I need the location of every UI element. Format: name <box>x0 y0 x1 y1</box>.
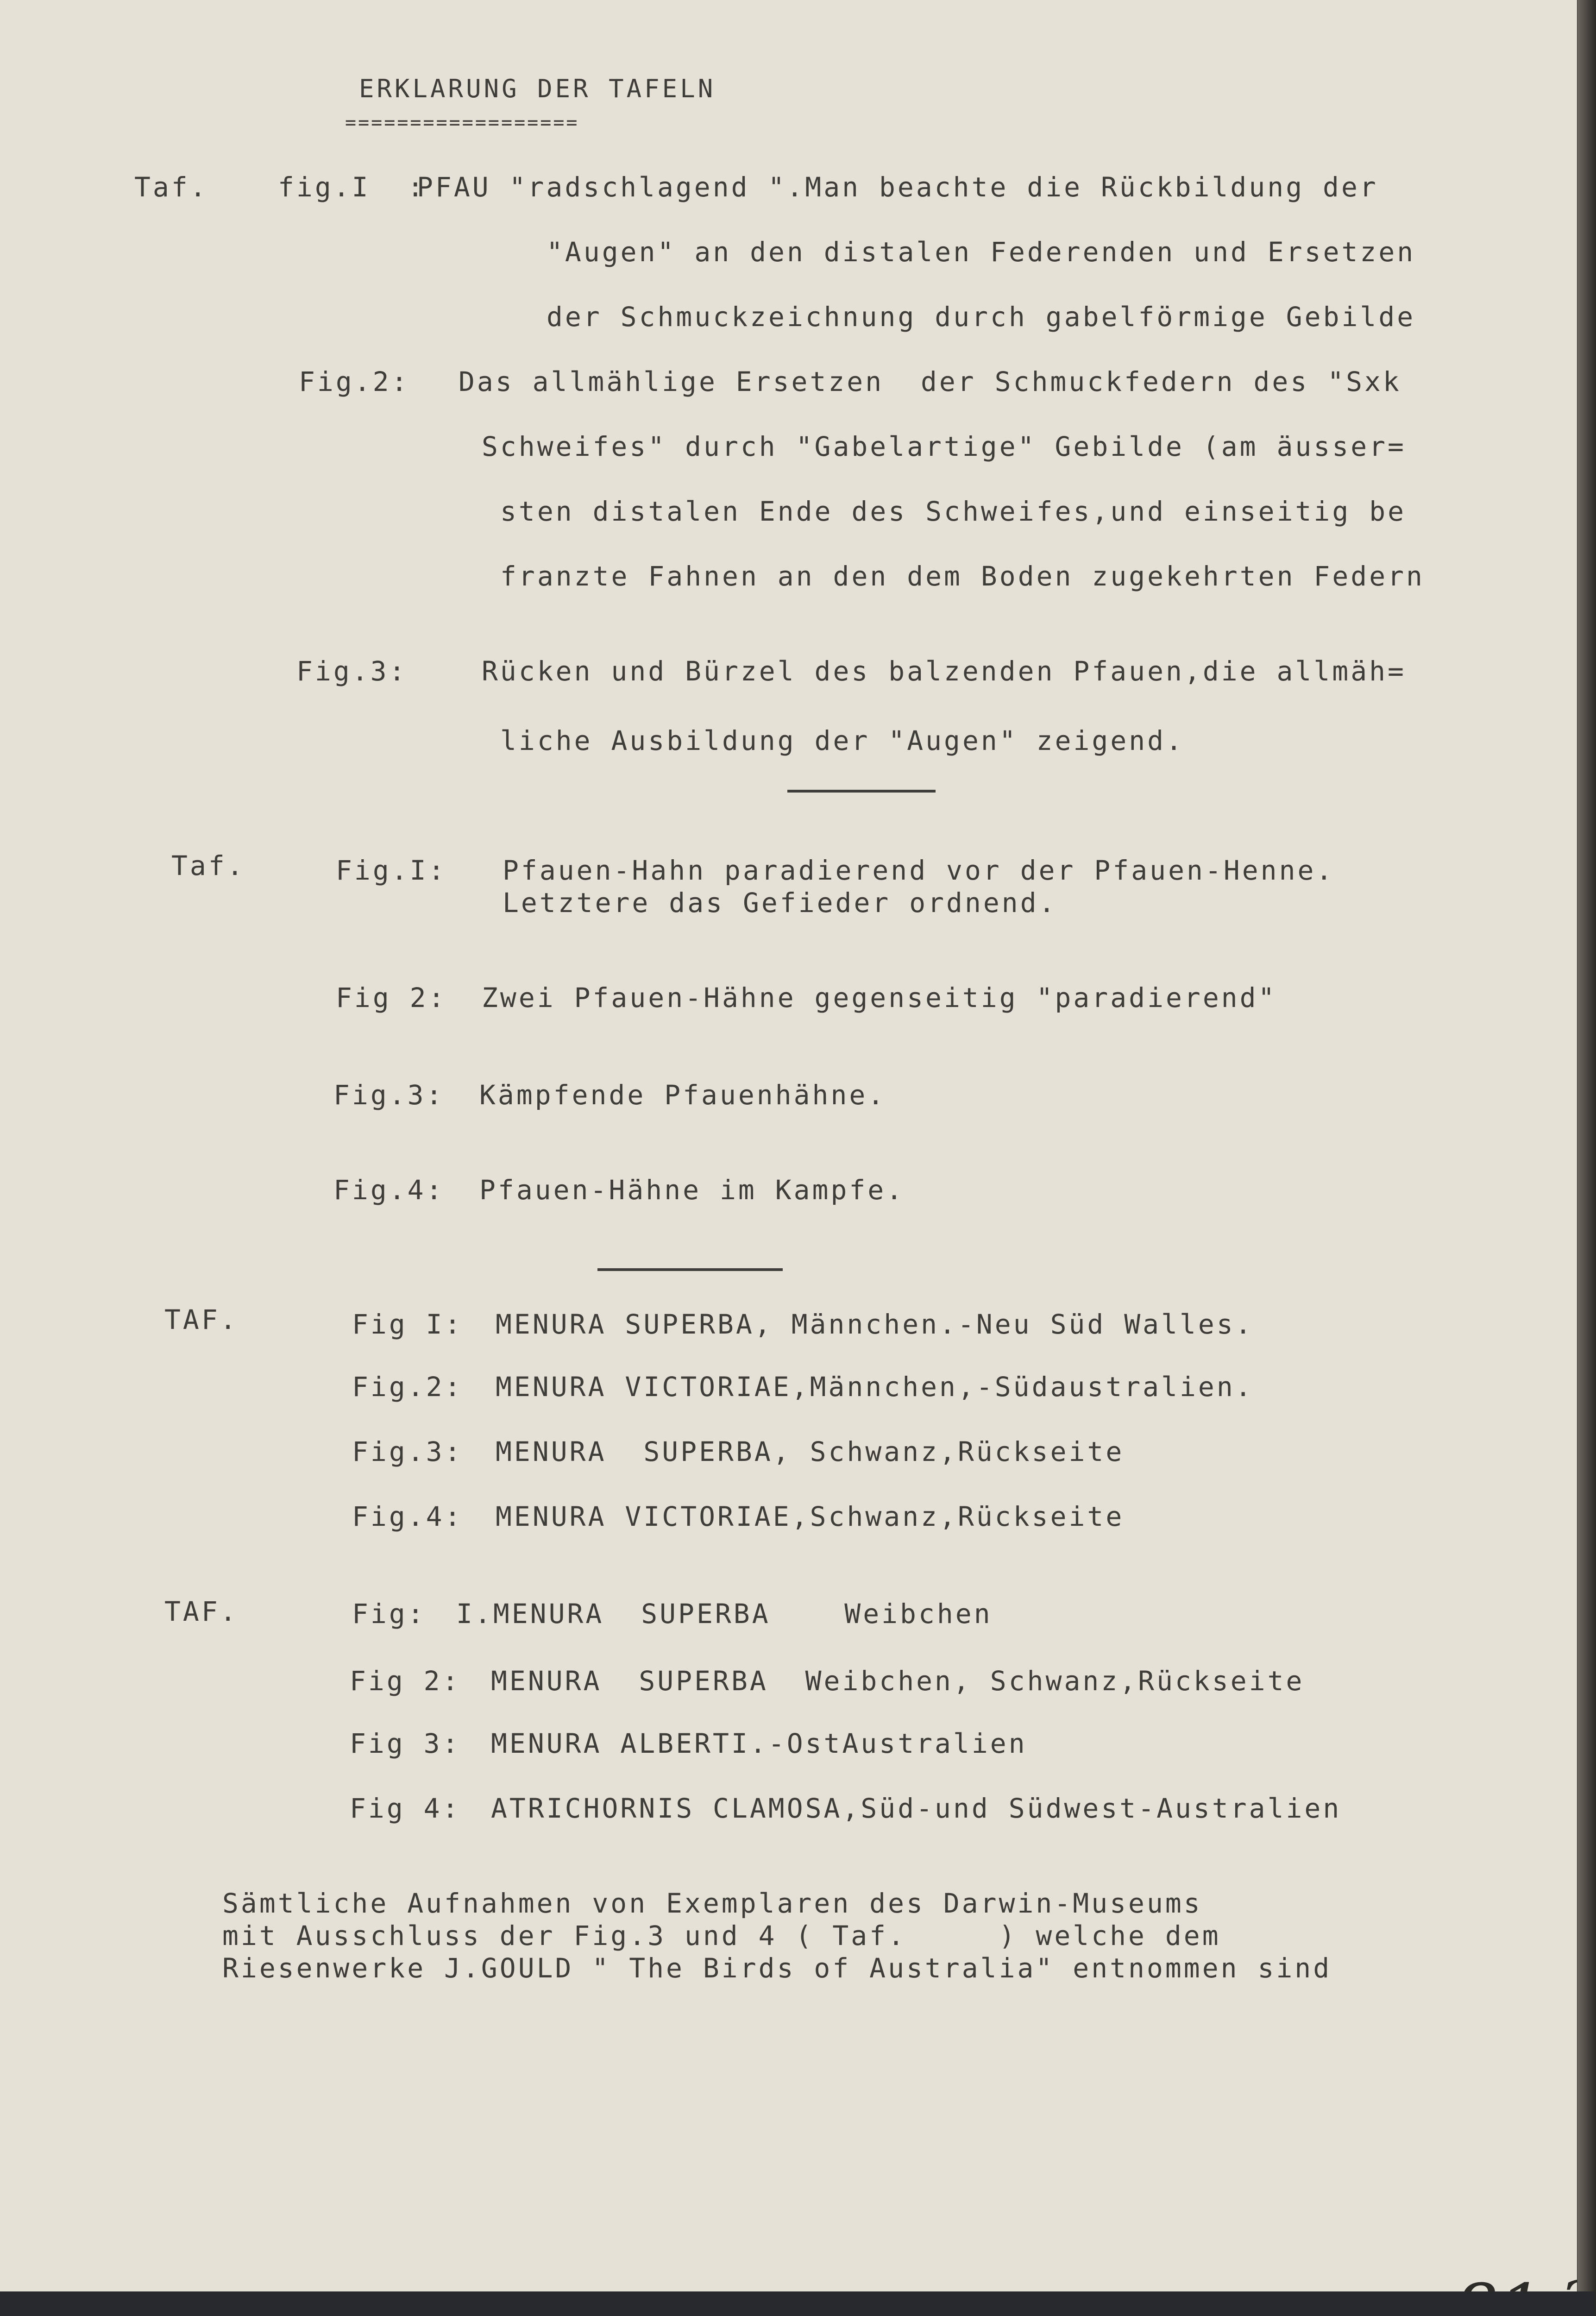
section2-fig1-text2: Letztere das Gefieder ordnend. <box>503 887 1057 919</box>
section4-fig3-text: MENURA ALBERTI.-OstAustralien <box>491 1728 1027 1759</box>
section1-fig2-line2: Schweifes" durch "Gabelartige" Gebilde (am äusser= <box>482 431 1406 462</box>
section3-fig1-label: Fig I: <box>352 1309 463 1340</box>
section2-fig1-text: Pfauen-Hahn paradierend vor der Pfauen-Henne. <box>503 855 1335 886</box>
page-edge-shadow <box>1577 0 1596 2316</box>
section2-fig3-text: Kämpfende Pfauenhähne. <box>479 1079 886 1111</box>
section1-fig1-line2: "Augen" an den distalen Federenden und Ersetzen <box>547 236 1416 268</box>
section3-fig2-label: Fig.2: <box>352 1371 463 1403</box>
scan-bottom-strip <box>0 2291 1595 2316</box>
separator-rule <box>787 790 936 793</box>
section1-fig2-line1: Das allmählige Ersetzen der Schmuckfedern des "Sxk <box>459 366 1401 397</box>
section4-fig1-text: I.MENURA SUPERBA Weibchen <box>456 1598 993 1630</box>
section1-fig2-label: Fig.2: <box>299 366 410 397</box>
footer-line2: mit Ausschluss der Fig.3 und 4 ( Taf. ) welche dem <box>222 1920 1221 1951</box>
section4-fig2-text: MENURA SUPERBA Weibchen, Schwanz,Rückseite <box>491 1665 1305 1697</box>
section4-fig2-label: Fig 2: <box>350 1665 461 1697</box>
section3-fig1-text: MENURA SUPERBA, Männchen.-Neu Süd Walles. <box>496 1309 1254 1340</box>
footer-line1: Sämtliche Aufnahmen von Exemplaren des Darwin-Museums <box>222 1888 1202 1919</box>
section4-fig1-label: Fig: <box>352 1598 426 1630</box>
section2-fig4-text: Pfauen-Hähne im Kampfe. <box>479 1174 905 1206</box>
section2-fig4-label: Fig.4: <box>333 1174 445 1206</box>
section1-fig3-line2: liche Ausbildung der "Augen" zeigend. <box>500 725 1185 756</box>
heading-underline: ================== <box>345 112 579 133</box>
footer-line3: Riesenwerke J.GOULD " The Birds of Australia" entnommen sind <box>222 1952 1332 1984</box>
separator-rule <box>597 1268 783 1271</box>
section2-fig1-label: Fig.I: <box>336 855 447 886</box>
section2-fig2-label: Fig 2: <box>336 982 447 1013</box>
section1-fig2-line4: franzte Fahnen an den dem Boden zugekehrten Federn <box>500 560 1425 592</box>
section2-fig3-label: Fig.3: <box>333 1079 445 1111</box>
section4-fig4-text: ATRICHORNIS CLAMOSA,Süd-und Südwest-Australien <box>491 1793 1342 1824</box>
section2-fig2-text: Zwei Pfauen-Hähne gegenseitig "paradierend" <box>482 982 1277 1013</box>
section4-fig3-label: Fig 3: <box>350 1728 461 1759</box>
section3-fig4-text: MENURA VICTORIAE,Schwanz,Rückseite <box>496 1501 1125 1532</box>
section1-fig2-line3: sten distalen Ende des Schweifes,und einseitig be <box>500 496 1407 527</box>
section3-fig2-text: MENURA VICTORIAE,Männchen,-Südaustralien. <box>496 1371 1254 1403</box>
section3-fig3-label: Fig.3: <box>352 1436 463 1467</box>
section1-fig3-line1: Rücken und Bürzel des balzenden Pfauen,die allmäh= <box>482 655 1406 687</box>
page-heading: ERKLARUNG DER TAFELN <box>359 74 716 103</box>
section1-fig3-label: Fig.3: <box>296 655 408 687</box>
section1-fig1-label: fig.I : <box>278 171 426 203</box>
section1-label: Taf. <box>134 171 208 203</box>
section2-label: Taf. <box>171 850 245 881</box>
section4-fig4-label: Fig 4: <box>350 1793 461 1824</box>
section3-label: TAF. <box>164 1304 239 1335</box>
section1-fig1-line1: PFAU "radschlagend ".Man beachte die Rückbildung der <box>417 171 1378 203</box>
section3-fig4-label: Fig.4: <box>352 1501 463 1532</box>
section4-label: TAF. <box>164 1596 239 1627</box>
section1-fig1-line3: der Schmuckzeichnung durch gabelförmige Gebilde <box>547 301 1416 333</box>
section3-fig3-text: MENURA SUPERBA, Schwanz,Rückseite <box>496 1436 1125 1467</box>
